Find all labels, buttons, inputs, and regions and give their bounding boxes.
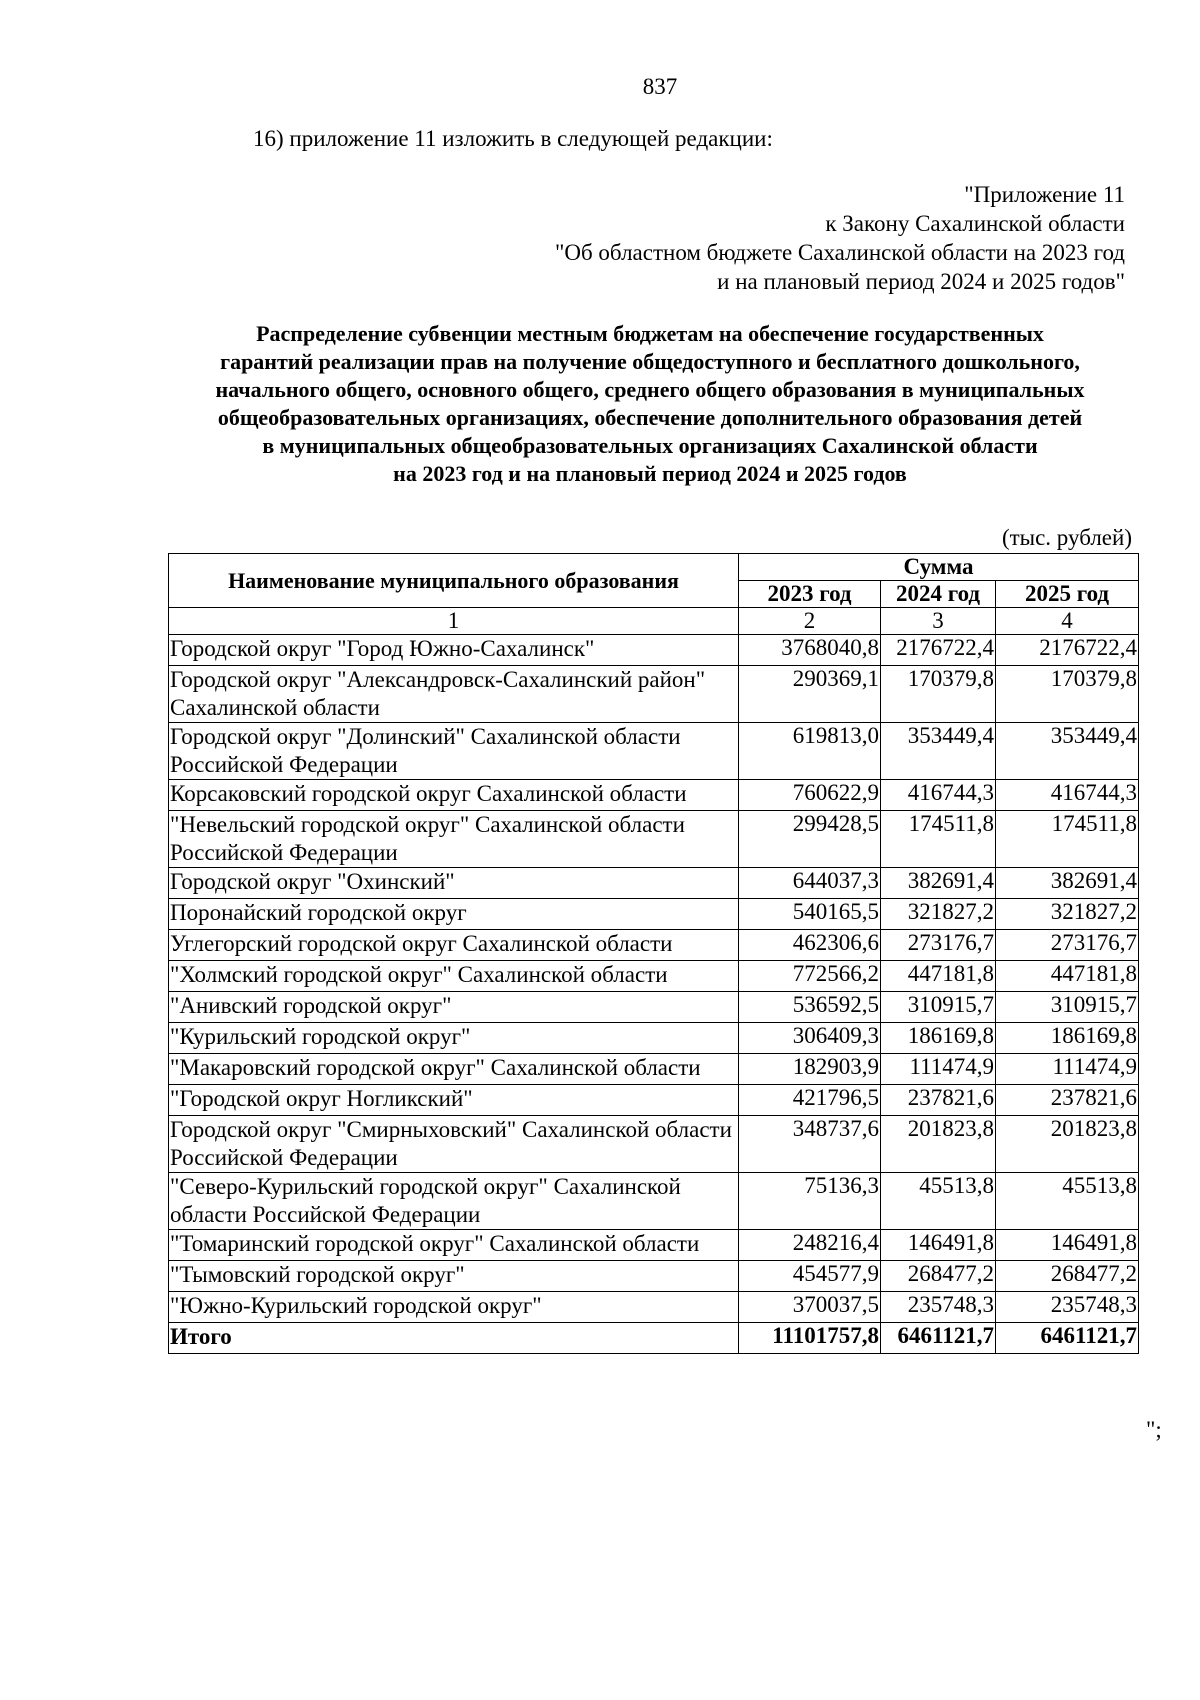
- value-2024: 201823,8: [881, 1116, 996, 1173]
- total-2024: 6461121,7: [881, 1323, 996, 1354]
- table-row: [169, 1085, 1139, 1116]
- value-2025: 235748,3: [996, 1292, 1139, 1323]
- appendix-line: и на плановый период 2024 и 2025 годов": [717, 269, 1125, 294]
- value-2024: 235748,3: [881, 1292, 996, 1323]
- municipality-name: Углегорский городской округ Сахалинской области: [169, 930, 739, 961]
- header-year-2023: 2023 год: [739, 581, 881, 608]
- value-2024: 268477,2: [881, 1261, 996, 1292]
- value-2024: 146491,8: [881, 1230, 996, 1261]
- value-2025: 237821,6: [996, 1085, 1139, 1116]
- column-number: 4: [996, 608, 1139, 635]
- value-2023: 370037,5: [739, 1292, 881, 1323]
- value-2023: 75136,3: [739, 1173, 881, 1230]
- total-2025: 6461121,7: [996, 1323, 1139, 1354]
- table-row: [169, 992, 1139, 1023]
- value-2023: 348737,6: [739, 1116, 881, 1173]
- table-row: [169, 723, 1139, 780]
- intro-text: 16) приложение 11 изложить в следующей редакции:: [253, 126, 773, 151]
- municipality-name: "Городской округ Ногликский": [169, 1085, 739, 1116]
- municipality-name: "Макаровский городской округ" Сахалинской области: [169, 1054, 739, 1085]
- municipality-name: "Невельский городской округ" Сахалинской области Российской Федерации: [169, 811, 739, 868]
- municipality-name: Городской округ "Долинский" Сахалинской области Российской Федерации: [169, 723, 739, 780]
- table-body: [169, 635, 1139, 1323]
- value-2023: 290369,1: [739, 666, 881, 723]
- municipality-name: Городской округ "Александровск-Сахалинский район" Сахалинской области: [169, 666, 739, 723]
- value-2024: 111474,9: [881, 1054, 996, 1085]
- value-2024: 321827,2: [881, 899, 996, 930]
- header-year-2024: 2024 год: [881, 581, 996, 608]
- municipality-name: Городской округ "Охинский": [169, 868, 739, 899]
- value-2023: 760622,9: [739, 780, 881, 811]
- value-2025: 273176,7: [996, 930, 1139, 961]
- value-2023: 306409,3: [739, 1023, 881, 1054]
- table-row: [169, 1116, 1139, 1173]
- column-number: 2: [739, 608, 881, 635]
- table-row: [169, 1173, 1139, 1230]
- value-2023: 454577,9: [739, 1261, 881, 1292]
- value-2025: 111474,9: [996, 1054, 1139, 1085]
- table-row: [169, 961, 1139, 992]
- municipality-name: "Анивский городской округ": [169, 992, 739, 1023]
- table-row: [169, 1054, 1139, 1085]
- appendix-line: "Об областном бюджете Сахалинской области на 2023 год: [554, 240, 1125, 265]
- value-2023: 421796,5: [739, 1085, 881, 1116]
- value-2023: 536592,5: [739, 992, 881, 1023]
- municipality-name: "Тымовский городской округ": [169, 1261, 739, 1292]
- page-number: 837: [642, 74, 678, 99]
- municipality-name: "Северо-Курильский городской округ" Сахалинской области Российской Федерации: [169, 1173, 739, 1230]
- value-2025: 174511,8: [996, 811, 1139, 868]
- title-line: гарантий реализации прав на получение общедоступного и бесплатного дошкольного,: [220, 349, 1080, 374]
- total-2023: 11101757,8: [739, 1323, 881, 1354]
- value-2025: 45513,8: [996, 1173, 1139, 1230]
- value-2024: 186169,8: [881, 1023, 996, 1054]
- total-label: Итого: [169, 1323, 739, 1354]
- value-2024: 174511,8: [881, 811, 996, 868]
- table-row: [169, 1230, 1139, 1261]
- value-2023: 182903,9: [739, 1054, 881, 1085]
- value-2025: 2176722,4: [996, 635, 1139, 666]
- value-2023: 248216,4: [739, 1230, 881, 1261]
- budget-table: [168, 553, 1139, 1354]
- value-2024: 416744,3: [881, 780, 996, 811]
- appendix-line: к Закону Сахалинской области: [825, 211, 1125, 236]
- municipality-name: Поронайский городской округ: [169, 899, 739, 930]
- value-2023: 619813,0: [739, 723, 881, 780]
- table-row: [169, 1292, 1139, 1323]
- value-2024: 2176722,4: [881, 635, 996, 666]
- value-2024: 447181,8: [881, 961, 996, 992]
- municipality-name: Городской округ "Смирныховский" Сахалинской области Российской Федерации: [169, 1116, 739, 1173]
- title-line: в муниципальных общеобразовательных организациях Сахалинской области: [262, 433, 1038, 458]
- total-row: [169, 1323, 1139, 1354]
- value-2023: 462306,6: [739, 930, 881, 961]
- value-2025: 416744,3: [996, 780, 1139, 811]
- value-2023: 772566,2: [739, 961, 881, 992]
- value-2025: 382691,4: [996, 868, 1139, 899]
- table-row: [169, 811, 1139, 868]
- table-row: [169, 899, 1139, 930]
- table-row: [169, 635, 1139, 666]
- table-row: [169, 780, 1139, 811]
- table-row: [169, 666, 1139, 723]
- header-municipality: Наименование муниципального образования: [169, 554, 739, 608]
- value-2025: 186169,8: [996, 1023, 1139, 1054]
- document-title: [150, 320, 1150, 488]
- municipality-name: Городской округ "Город Южно-Сахалинск": [169, 635, 739, 666]
- table-row: [169, 1261, 1139, 1292]
- value-2024: 170379,8: [881, 666, 996, 723]
- appendix-line: "Приложение 11: [964, 182, 1125, 207]
- value-2023: 3768040,8: [739, 635, 881, 666]
- title-line: на 2023 год и на плановый период 2024 и 2025 годов: [393, 461, 907, 486]
- value-2024: 353449,4: [881, 723, 996, 780]
- table-row: [169, 868, 1139, 899]
- value-2023: 540165,5: [739, 899, 881, 930]
- value-2025: 268477,2: [996, 1261, 1139, 1292]
- table-row: [169, 1023, 1139, 1054]
- value-2025: 146491,8: [996, 1230, 1139, 1261]
- municipality-name: "Курильский городской округ": [169, 1023, 739, 1054]
- appendix-header: [555, 180, 1125, 296]
- table-row: [169, 930, 1139, 961]
- title-line: начального общего, основного общего, среднего общего образования в муниципальных: [215, 377, 1085, 402]
- column-number: 3: [881, 608, 996, 635]
- value-2023: 644037,3: [739, 868, 881, 899]
- value-2024: 382691,4: [881, 868, 996, 899]
- value-2025: 353449,4: [996, 723, 1139, 780]
- municipality-name: "Южно-Курильский городской округ": [169, 1292, 739, 1323]
- value-2025: 321827,2: [996, 899, 1139, 930]
- value-2024: 237821,6: [881, 1085, 996, 1116]
- unit-label: (тыс. рублей): [1001, 525, 1132, 550]
- title-line: Распределение субвенции местным бюджетам на обеспечение государственных: [256, 321, 1044, 346]
- value-2025: 201823,8: [996, 1116, 1139, 1173]
- municipality-name: "Томаринский городской округ" Сахалинской области: [169, 1230, 739, 1261]
- value-2024: 273176,7: [881, 930, 996, 961]
- municipality-name: "Холмский городской округ" Сахалинской области: [169, 961, 739, 992]
- value-2023: 299428,5: [739, 811, 881, 868]
- value-2025: 447181,8: [996, 961, 1139, 992]
- municipality-name: Корсаковский городской округ Сахалинской области: [169, 780, 739, 811]
- value-2025: 170379,8: [996, 666, 1139, 723]
- header-year-2025: 2025 год: [996, 581, 1139, 608]
- title-line: общеобразовательных организациях, обеспечение дополнительного образования детей: [217, 405, 1083, 430]
- column-number: 1: [169, 608, 739, 635]
- value-2024: 310915,7: [881, 992, 996, 1023]
- value-2025: 310915,7: [996, 992, 1139, 1023]
- header-sum: Сумма: [739, 554, 1139, 581]
- value-2024: 45513,8: [881, 1173, 996, 1230]
- closing-mark: ";: [1146, 1417, 1162, 1442]
